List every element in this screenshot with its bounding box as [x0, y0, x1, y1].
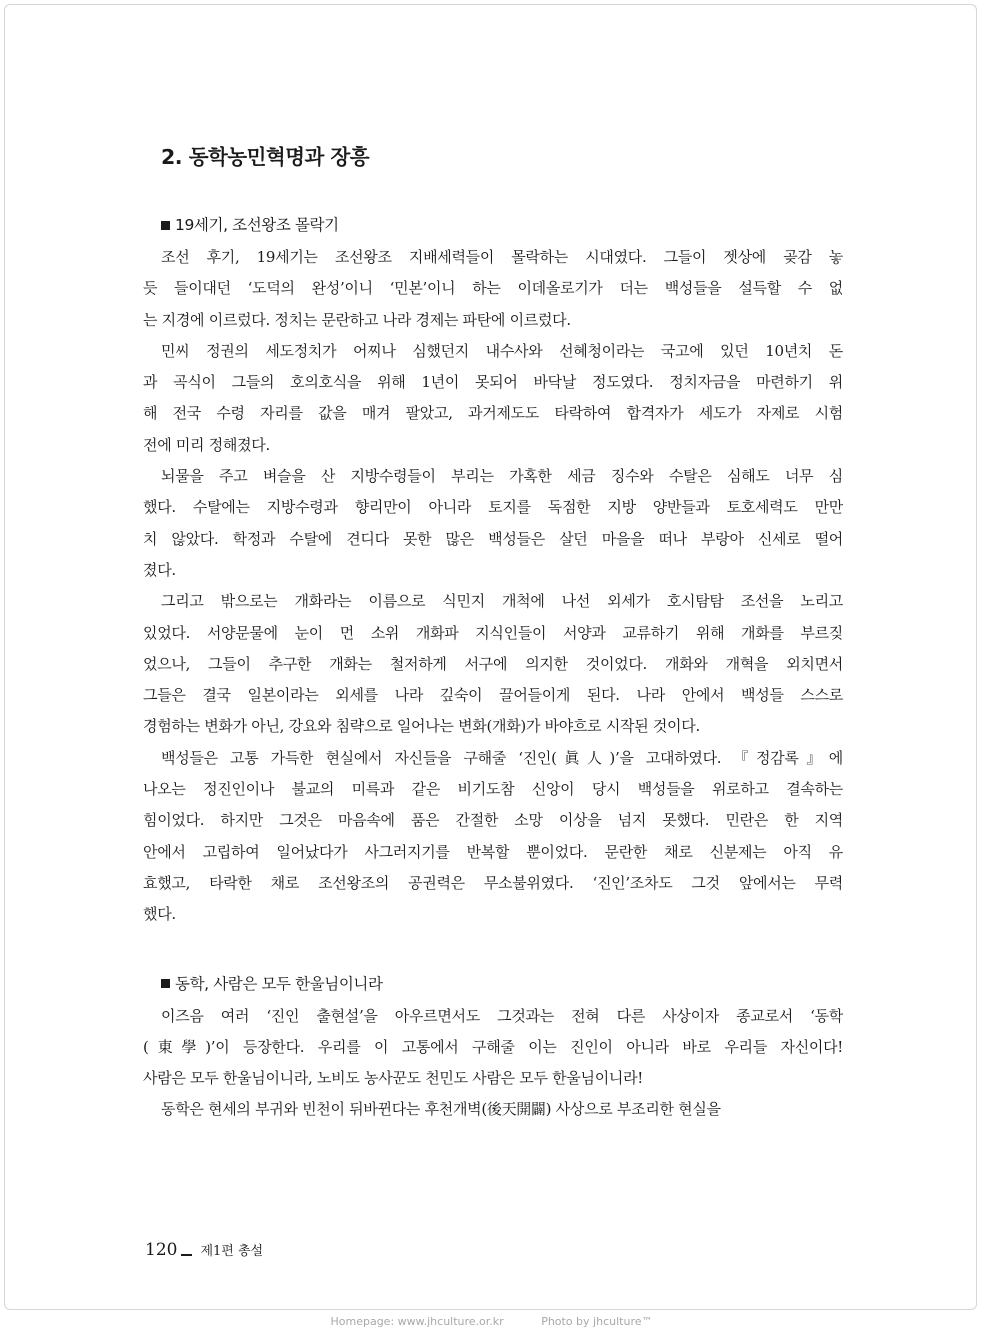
- watermark-photo: Photo by jhculture™: [541, 1315, 653, 1328]
- page-number: 120: [145, 1240, 178, 1260]
- paragraph-line: 는 지경에 이르렀다. 정치는 문란하고 나라 경제는 파탄에 이르렀다.: [143, 310, 571, 329]
- paragraph-line: (東學)’이 등장한다. 우리를 이 고통에서 구해줄 이는 진인이 아니라 바로 우리들 자신이다!: [143, 1037, 843, 1056]
- paragraph-line: 조선 후기, 19세기는 조선왕조 지배세력들이 몰락하는 시대였다. 그들이 젯상에 곶감 놓: [161, 248, 843, 266]
- paragraph: [143, 743, 843, 931]
- paragraph-line: 백성들은 고통 가득한 현실에서 자신들을 구해줄 ‘진인(眞人)’을 고대하였다. 『정감록』에: [161, 748, 843, 767]
- paragraph-line: 해 전국 수령 자리를 값을 매겨 팔았고, 과거제도도 타락하여 합격자가 세도가 자제로 시험: [143, 404, 843, 423]
- paragraph-line: 과 곡식이 그들의 호의호식을 위해 1년이 못되어 바닥날 정도였다. 정치자금을 마련하기 위: [143, 373, 843, 392]
- paragraph-line: 안에서 고립하여 일어났다가 사그러지기를 반복할 뿐이었다. 문란한 채로 신분제는 아직 유: [143, 842, 843, 861]
- paragraph-line: 그리고 밖으로는 개화라는 이름으로 식민지 개척에 나선 외세가 호시탐탐 조선을 노리고: [161, 592, 843, 611]
- paragraph: [143, 336, 843, 461]
- paragraph-line: 힘이었다. 하지만 그것은 마음속에 품은 간절한 소망 이상을 넘지 못했다. 민란은 한 지역: [143, 811, 843, 830]
- square-bullet-icon: [161, 979, 170, 988]
- chapter-title: 2. 동학농민혁명과 장흥: [161, 145, 370, 169]
- paragraph-line: 민씨 정권의 세도정치가 어찌나 심했던지 내수사와 선혜청이라는 국고에 있던 10년치 돈: [161, 341, 843, 360]
- paragraph-line: 치 않았다. 학정과 수탈에 견디다 못한 많은 백성들은 살던 마을을 떠나 부랑아 신세로 떨어: [143, 529, 843, 548]
- section-heading: [161, 208, 843, 242]
- paragraph-line: 했다.: [143, 905, 176, 924]
- watermark-homepage: Homepage: www.jhculture.or.kr: [330, 1315, 504, 1328]
- document-body: [143, 140, 843, 1126]
- paragraph-line: 효했고, 타락한 채로 조선왕조의 공권력은 무소불위였다. ‘진인’조차도 그것 앞에서는 무력: [143, 873, 843, 892]
- paragraph: [143, 586, 843, 742]
- paragraph-line: 전에 미리 정해졌다.: [143, 435, 270, 454]
- paragraph: [143, 242, 843, 336]
- section-heading: [161, 967, 843, 1001]
- paragraph-line: 그들은 결국 일본이라는 외세를 나라 깊숙이 끌어들이게 된다. 나라 안에서 백성들 스스로: [143, 686, 843, 705]
- sections-container: [143, 208, 843, 1126]
- paragraph-line: 사람은 모두 한울님이니라, 노비도 농사꾼도 천민도 사람은 모두 한울님이니라!: [143, 1069, 644, 1088]
- part-label: 제1편 총설: [200, 1244, 264, 1259]
- section-heading-text: 19세기, 조선왕조 몰락기: [175, 216, 339, 234]
- footer-separator: [181, 1254, 192, 1256]
- paragraph-line: 경험하는 변화가 아닌, 강요와 침략으로 일어나는 변화(개화)가 바야흐로 시작된 것이다.: [143, 717, 700, 736]
- square-bullet-icon: [161, 221, 170, 230]
- paragraph: [143, 461, 843, 586]
- watermark: [0, 1315, 983, 1328]
- paragraph-line: 졌다.: [143, 560, 176, 579]
- page-footer: [145, 1240, 263, 1260]
- paragraph-line: 있었다. 서양문물에 눈이 먼 소위 개화파 지식인들이 서양과 교류하기 위해 개화를 부르짖: [143, 623, 843, 642]
- paragraph-line: 했다. 수탈에는 지방수령과 향리만이 아니라 토지를 독점한 지방 양반들과 토호세력도 만만: [143, 498, 843, 517]
- section-heading-text: 동학, 사람은 모두 한울님이니라: [175, 974, 383, 993]
- paragraph-line: 었으나, 그들이 추구한 개화는 철저하게 서구에 의지한 것이었다. 개화와 개혁을 외치면서: [143, 654, 843, 673]
- paragraph-line: 나오는 정진인이나 불교의 미륵과 같은 비기도참 신앙이 당시 백성들을 위로하고 결속하는: [143, 780, 843, 799]
- paragraph-line: 이즈음 여러 ‘진인 출현설’을 아우르면서도 그것과는 전혀 다른 사상이자 종교로서 ‘동학: [161, 1006, 843, 1025]
- paragraph: [143, 1094, 843, 1125]
- paragraph: [143, 1001, 843, 1095]
- paragraph-line: 동학은 현세의 부귀와 빈천이 뒤바뀐다는 후천개벽(後天開闢) 사상으로 부조리한 현실을: [161, 1100, 721, 1119]
- paragraph-line: 뇌물을 주고 벼슬을 산 지방수령들이 부리는 가혹한 세금 징수와 수탈은 심해도 너무 심: [161, 467, 843, 486]
- paragraph-line: 듯 들이대던 ‘도덕의 완성’이니 ‘민본’이니 하는 이데올로기가 더는 백성들을 설득할 수 없: [143, 279, 843, 298]
